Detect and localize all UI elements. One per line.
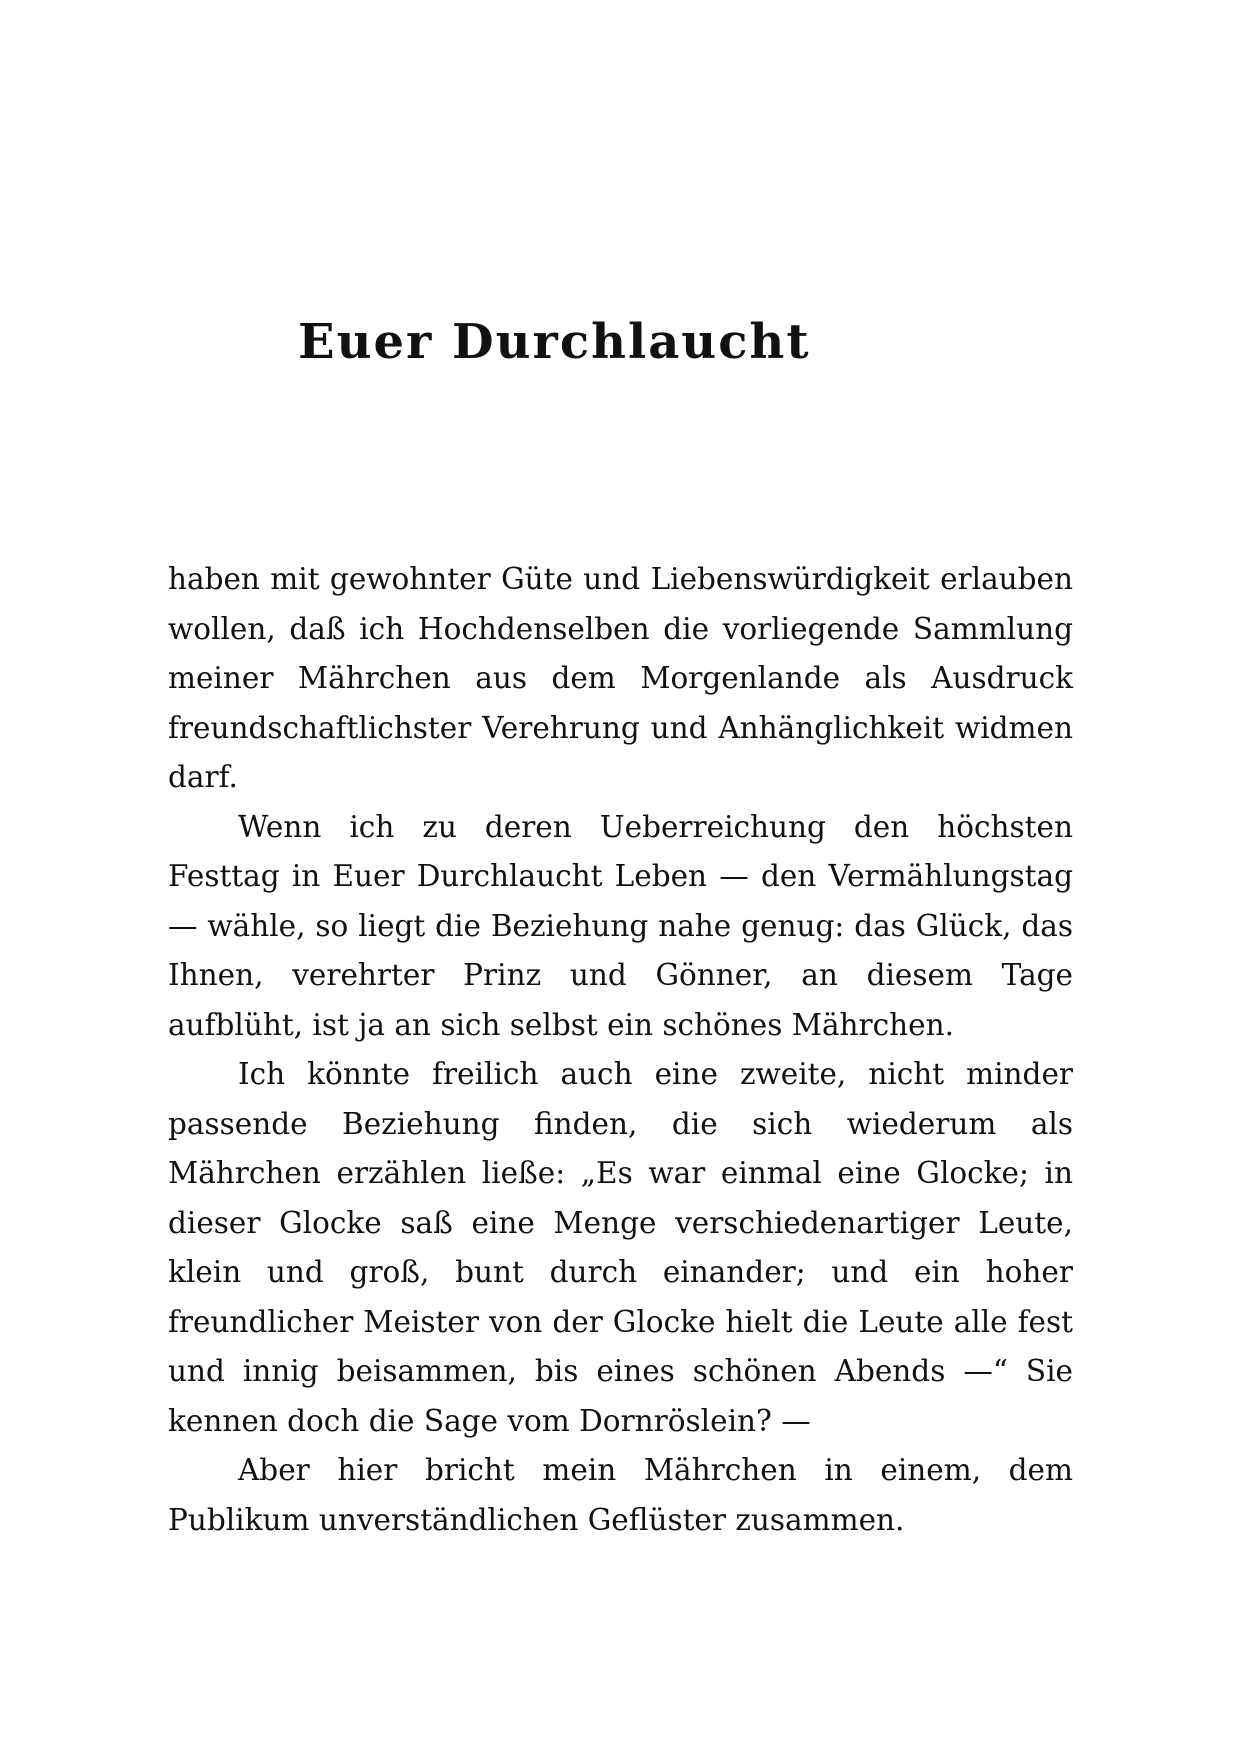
paragraph-4: Aber hier bricht mein Mährchen in einem, dem Publikum unverständlichen Geflüster zusammen. <box>168 1453 1073 1537</box>
paragraph-1: haben mit gewohnter Güte und Liebenswürdigkeit erlauben wollen, daß ich Hochdenselben die vorliegende Sammlung meiner Mährchen aus dem Morgenlande als Ausdruck freundschaftlichster Verehrung und Anhänglichkeit widmen darf. <box>168 562 1073 794</box>
paragraph-2: Wenn ich zu deren Ueberreichung den höchsten Festtag in Euer Durchlaucht Leben — den Vermählungstag — wähle, so liegt die Beziehung nahe genug: das Glück, das Ihnen, verehrter Prinz und Gönner, an diesem Tage aufblüht, ist ja an sich selbst ein schönes Mährchen. <box>168 809 1073 1042</box>
paragraph-3: Ich könnte freilich auch eine zweite, nicht minder passende Beziehung finden, die sich wiederum als Mährchen erzählen ließe: „Es war einmal eine Glocke; in dieser Glocke saß eine Menge verschiedenartiger Leute, klein und groß, bunt durch einander; und ein hoher freundlicher Meister von der Glocke hielt die Leute alle fest und innig beisammen, bis eines schönen Abends —“ Sie kennen doch die Sage vom Dornröslein? — <box>168 1057 1073 1438</box>
dedication-text <box>168 555 1073 1545</box>
page-title: Euer Durchlaucht <box>298 314 811 370</box>
